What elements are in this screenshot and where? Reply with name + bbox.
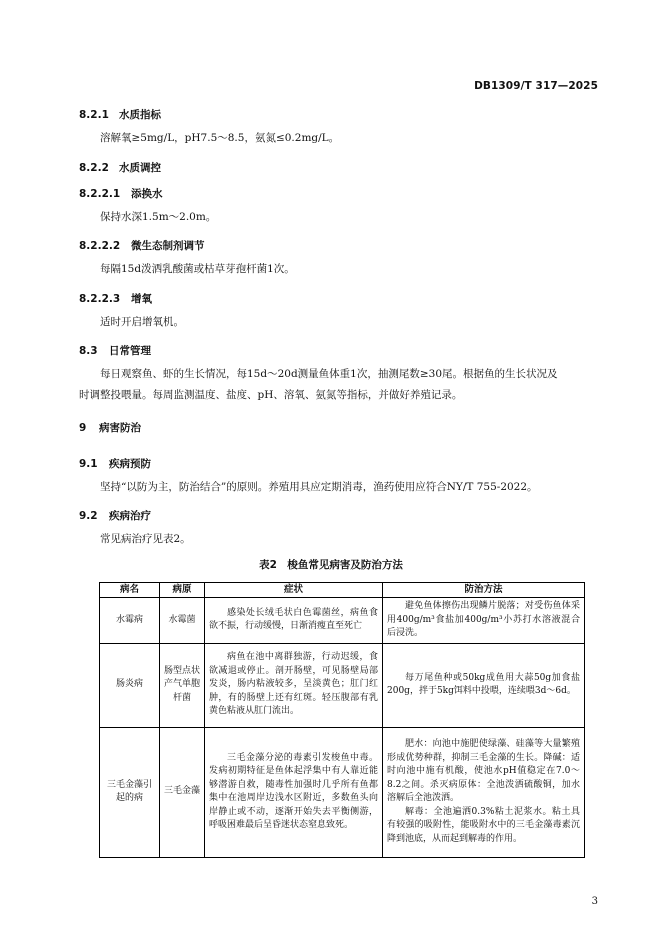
table-row	[100, 598, 585, 644]
heading-title: 疾病预防	[109, 458, 151, 470]
paragraph-daily-management-2: 时调整投喂量。每周监测温度、盐度、pH、溶氧、氨氮等指标，并做好养殖记录。	[79, 389, 463, 401]
cell-treatment: 避免鱼体擦伤出现鳞片脱落；对受伤鱼体采用400g/m³食盐加400g/m³小苏打水溶液混合后浸洗。	[383, 598, 585, 644]
table-row	[100, 727, 585, 857]
paragraph-aeration: 适时开启增氧机。	[100, 316, 184, 328]
heading-title: 水质调控	[119, 162, 161, 174]
heading-number: 9.1	[79, 458, 98, 470]
heading-title: 日常管理	[109, 345, 151, 357]
heading-number: 9.2	[79, 510, 98, 522]
cell-disease-name: 三毛金藻引起的病	[100, 727, 160, 857]
cell-disease-name: 肠炎病	[100, 643, 160, 727]
heading-number: 8.2.2	[79, 162, 109, 174]
heading-9	[79, 420, 141, 435]
heading-8-2-2	[79, 160, 161, 175]
header-disease-name: 病名	[100, 583, 160, 598]
paragraph-daily-management-1: 每日观察鱼、虾的生长情况，每15d～20d测量鱼体重1次，抽测尾数≥30尾。根据鱼的生长状况及	[100, 368, 558, 380]
cell-symptom: 病鱼在池中离群独游，行动迟缓，食欲减退或停止。剖开肠壁，可见肠壁局部发炎，肠内粘液较多，呈淡黄色；肛门红肿，有的肠壁上还有红斑。轻压腹部有乳黄色粘液从肛门流出。	[205, 643, 383, 727]
heading-8-2-2-1	[79, 186, 163, 201]
heading-9-2	[79, 508, 151, 523]
heading-title: 疾病治疗	[109, 510, 151, 522]
heading-title: 水质指标	[119, 109, 161, 121]
cell-treatment	[383, 727, 585, 857]
treatment-paragraph: 解毒：全池遍洒0.3%粘土泥浆水。粘土具有较强的吸附性，能吸附水中的三毛金藻毒素沉降到池底，从而起到解毒的作用。	[387, 806, 580, 844]
heading-title: 病害防治	[99, 422, 141, 434]
disease-table	[99, 582, 585, 858]
table-header-row	[100, 583, 585, 598]
header-treatment: 防治方法	[383, 583, 585, 598]
document-number: DB1309/T 317—2025	[474, 80, 598, 92]
header-pathogen: 病原	[160, 583, 205, 598]
heading-title: 增氧	[131, 293, 152, 305]
cell-pathogen: 肠型点状产气单胞杆菌	[160, 643, 205, 727]
heading-number: 8.2.2.2	[79, 240, 121, 252]
paragraph-probiotics: 每隔15d泼洒乳酸菌或枯草芽孢杆菌1次。	[100, 263, 295, 275]
heading-8-3	[79, 343, 151, 358]
table-caption: 表2 梭鱼常见病害及防治方法	[259, 559, 403, 571]
cell-symptom: 三毛金藻分泌的毒素引发梭鱼中毒。发病初期特征是鱼体起浮集中有人靠近能够潜游自救，随毒性加强时几乎所有鱼都集中在池周岸边浅水区附近，多数鱼头向岸静止或不动，逐渐开始失去平衡侧游，呼吸困难最后呈昏迷状态窒息致死。	[205, 727, 383, 857]
paragraph-water-indicators: 溶解氧≥5mg/L，pH7.5～8.5，氨氮≤0.2mg/L。	[100, 132, 340, 144]
table-row	[100, 643, 585, 727]
heading-title: 微生态制剂调节	[131, 240, 205, 252]
paragraph-disease-treatment: 常见病治疗见表2。	[100, 533, 191, 545]
header-symptom: 症状	[205, 583, 383, 598]
heading-number: 8.2.1	[79, 109, 109, 121]
paragraph-water-exchange: 保持水深1.5m～2.0m。	[100, 211, 217, 223]
paragraph-disease-prevention: 坚持“以防为主，防治结合”的原则。养殖用具应定期消毒，渔药使用应符合NY/T 755-2022。	[100, 481, 538, 493]
heading-title: 添换水	[131, 188, 163, 200]
heading-number: 8.3	[79, 345, 98, 357]
heading-8-2-1	[79, 107, 161, 122]
heading-8-2-2-2	[79, 238, 205, 253]
heading-8-2-2-3	[79, 291, 152, 306]
cell-symptom: 感染处长绒毛状白色霉菌丝，病鱼食欲不振，行动缓慢，日渐消瘦直至死亡	[205, 598, 383, 644]
heading-9-1	[79, 456, 151, 471]
cell-pathogen: 水霉菌	[160, 598, 205, 644]
page-number: 3	[591, 896, 598, 907]
heading-number: 8.2.2.3	[79, 293, 121, 305]
cell-treatment: 每万尾鱼种或50kg成鱼用大蒜50g加食盐200g，拌于5kg饵料中投喂，连续喂3d～6d。	[383, 643, 585, 727]
cell-disease-name: 水霉病	[100, 598, 160, 644]
heading-number: 9	[79, 422, 87, 434]
treatment-paragraph: 肥水：向池中施肥使绿藻、硅藻等大量繁殖形成优势种群，抑制三毛金藻的生长。降碱：适时向池中施有机酸，使池水pH值稳定在7.0～8.2之间。杀灭病原体：全池泼洒硫酸铜，加水溶解后全池泼洒。	[387, 739, 580, 803]
cell-pathogen: 三毛金藻	[160, 727, 205, 857]
heading-number: 8.2.2.1	[79, 188, 121, 200]
